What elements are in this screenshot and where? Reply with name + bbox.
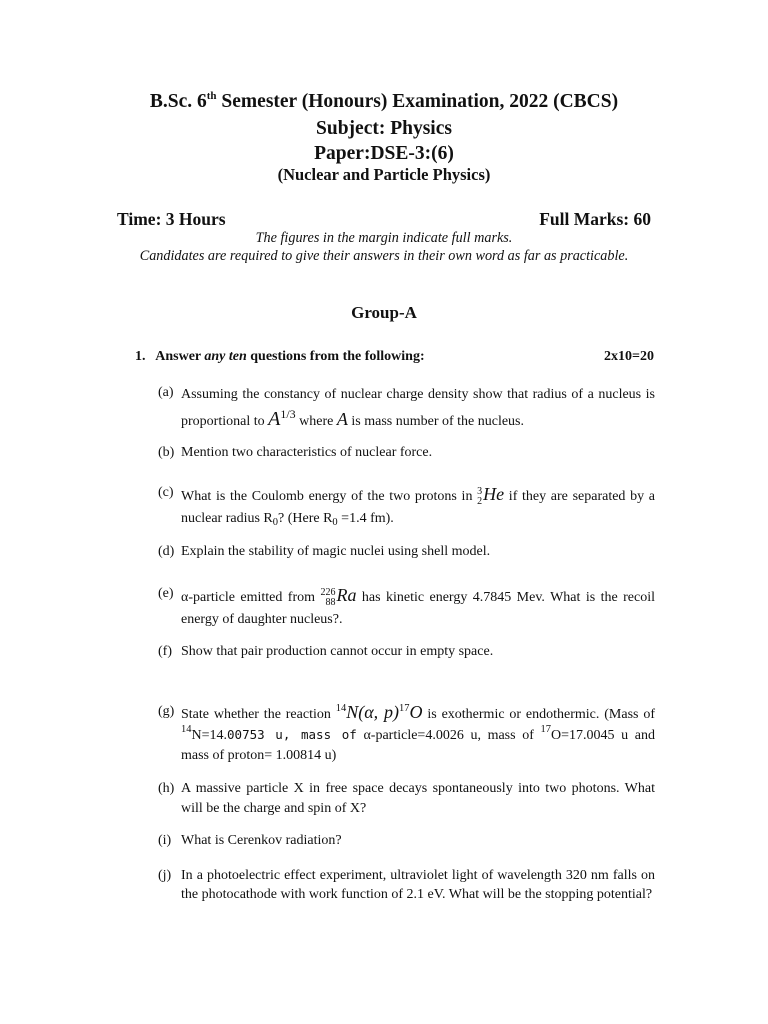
- question-1-instruction: [135, 349, 425, 365]
- reaction-formula: N(α, p): [346, 702, 400, 722]
- item-text-mono: 00753 u, mass of: [227, 727, 357, 742]
- exam-title-text-rest: Semester (Honours) Examination, 2022 (CBCS): [216, 91, 619, 112]
- item-text: [181, 702, 655, 766]
- item-text-part: α-particle=4.0026 u, mass of: [356, 728, 541, 743]
- math-exponent: 1/3: [280, 407, 296, 421]
- item-text: A massive particle X in free space decays spontaneously into two photons. What will be the charge and spin of X?: [181, 781, 655, 816]
- item-text-part: O=17.0045 u and mass of proton= 1.00814 u): [181, 728, 655, 763]
- item-text-part: where: [295, 414, 337, 429]
- item-label: (c): [158, 485, 174, 500]
- topic-line: (Nuclear and Particle Physics): [277, 165, 491, 184]
- paper-line: Paper:DSE-3:(6): [314, 143, 454, 164]
- item-text-part: if they are separated by a nuclear radius R: [181, 489, 655, 526]
- mass-number: 226: [320, 586, 336, 598]
- item-text: [181, 383, 655, 434]
- question-item-c: [158, 483, 655, 530]
- item-label: (e): [158, 586, 174, 601]
- nuclide-symbol: Ra: [336, 585, 357, 605]
- item-text-part: What is the Coulomb energy of the two protons in: [181, 489, 478, 504]
- item-label: (i): [158, 833, 172, 848]
- item-text-part: α-particle emitted from: [181, 590, 321, 605]
- item-text: In a photoelectric effect experiment, ultraviolet light of wavelength 320 nm falls on the photocathode with work function of 2.1 eV. What will be the stopping potential?: [181, 868, 655, 902]
- question-1-marks: 2x10=20: [604, 349, 654, 364]
- atomic-number: 2: [477, 495, 483, 507]
- group-heading: Group-A: [351, 303, 417, 322]
- item-text: Show that pair production cannot occur in empty space.: [181, 644, 494, 659]
- question-number: 1.: [135, 349, 146, 364]
- question-item-e: [158, 584, 655, 631]
- item-label: (j): [158, 868, 172, 883]
- instruction-note: Candidates are required to give their answers in their own word as far as practicable.: [139, 248, 629, 264]
- item-text-part: has kinetic energy 4.7845 Mev. What is the recoil energy of daughter nucleus?.: [181, 590, 655, 627]
- margin-note: The figures in the margin indicate full marks.: [255, 230, 513, 246]
- instruction-text-rest: questions from the following:: [246, 349, 425, 364]
- item-label: (b): [158, 445, 175, 460]
- reaction-mass-number: 17: [399, 703, 410, 714]
- question-item-f: [158, 642, 655, 662]
- item-text: Mention two characteristics of nuclear force.: [181, 445, 433, 460]
- item-text-part: ? (Here R: [278, 511, 333, 526]
- radius-subscript: 0: [332, 517, 338, 528]
- instruction-text: Answer: [155, 349, 205, 364]
- semester-ordinal: th: [206, 90, 217, 102]
- reaction-product: O: [409, 702, 423, 722]
- atomic-number: 88: [325, 596, 336, 608]
- question-item-h: [158, 779, 655, 819]
- radius-subscript: 0: [272, 517, 278, 528]
- question-item-a: [158, 383, 655, 434]
- question-item-j: [158, 866, 655, 904]
- item-text: [181, 584, 655, 631]
- mass-number: 3: [477, 485, 483, 497]
- question-item-b: [158, 443, 655, 463]
- item-label: (g): [158, 704, 175, 719]
- mass-superscript: 14: [181, 724, 192, 735]
- item-label: (d): [158, 544, 175, 559]
- time-label: Time: 3 Hours: [117, 209, 226, 229]
- item-text-part: is mass number of the nucleus.: [347, 414, 525, 429]
- item-text-part: =1.4 fm).: [337, 511, 394, 526]
- nuclide-symbol: He: [483, 484, 505, 504]
- instruction-emphasis: any ten: [204, 349, 247, 364]
- question-item-i: [158, 831, 655, 851]
- question-item-d: [158, 542, 655, 562]
- item-text: What is Cerenkov radiation?: [181, 833, 342, 848]
- nuclide-indices: [320, 588, 335, 608]
- subject-line: Subject: Physics: [316, 118, 452, 139]
- reaction-mass-number: 14: [335, 703, 347, 714]
- exam-title-text: B.Sc. 6: [149, 91, 207, 112]
- math-symbol: A: [268, 408, 281, 430]
- question-item-g: [158, 702, 655, 766]
- item-label: (f): [158, 644, 172, 659]
- exam-title: [0, 91, 768, 113]
- full-marks-label: Full Marks: 60: [539, 209, 651, 229]
- item-text-part: N=14.: [191, 728, 228, 743]
- math-symbol: A: [336, 409, 348, 429]
- item-label: (a): [158, 385, 174, 400]
- item-text: Explain the stability of magic nuclei using shell model.: [181, 544, 491, 559]
- nuclide-indices: [477, 487, 482, 507]
- item-text-part: is exothermic or endothermic. (Mass of: [422, 707, 655, 722]
- item-text-part: State whether the reaction: [181, 707, 336, 722]
- mass-superscript: 17: [540, 724, 552, 735]
- item-text: [181, 483, 655, 530]
- item-label: (h): [158, 781, 175, 796]
- item-text-part: Assuming the constancy of nuclear charge density show that radius of a nucleus is proportional to: [181, 387, 655, 429]
